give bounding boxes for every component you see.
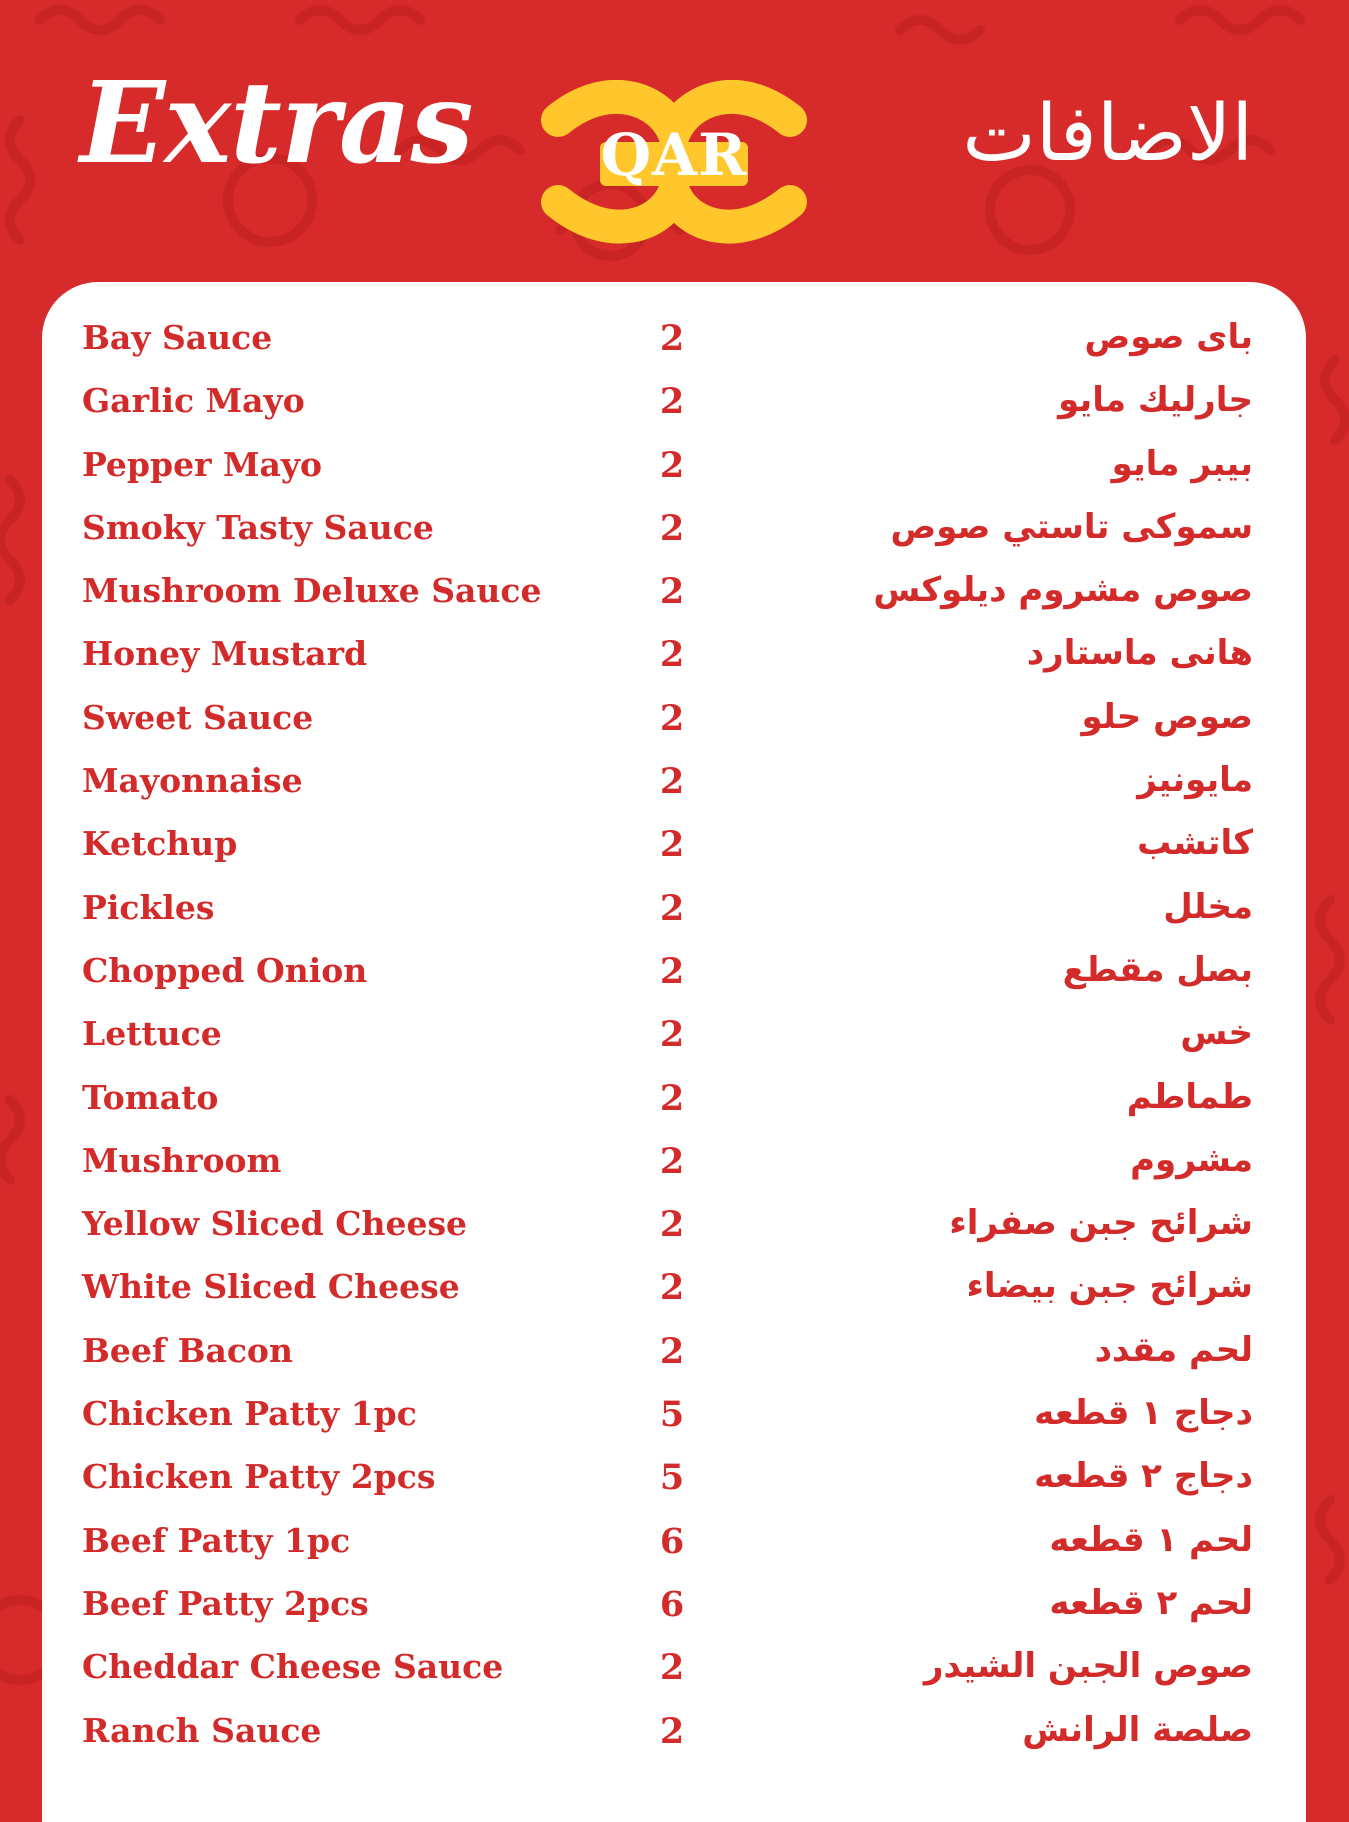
list-item — [0, 694, 1349, 757]
item-name-ar: دجاج ١ قطعه — [1034, 1393, 1253, 1434]
item-price: 2 — [659, 824, 685, 866]
item-name-ar: جارليك مايو — [1058, 380, 1253, 421]
item-name-en: Smoky Tasty Sauce — [82, 507, 434, 547]
item-price: 6 — [659, 1520, 685, 1562]
list-item — [0, 1580, 1349, 1643]
item-name-en: Pickles — [82, 887, 215, 927]
item-name-ar: صوص الجبن الشيدر — [923, 1646, 1253, 1687]
item-name-ar: دجاج ٢ قطعه — [1034, 1456, 1253, 1497]
item-price: 2 — [659, 1330, 685, 1372]
title-english: Extras — [80, 58, 473, 189]
list-item — [0, 947, 1349, 1010]
item-name-en: Mushroom Deluxe Sauce — [82, 571, 542, 611]
item-price: 2 — [659, 1014, 685, 1056]
item-price: 5 — [659, 1457, 685, 1499]
item-name-en: Mushroom — [82, 1140, 282, 1180]
item-name-ar: صوص مشروم ديلوكس — [873, 570, 1253, 611]
list-item — [0, 314, 1349, 377]
item-name-ar: شرائح جبن بيضاء — [966, 1266, 1253, 1307]
item-name-ar: شرائح جبن صفراء — [949, 1203, 1253, 1244]
item-name-ar: كاتشب — [1137, 823, 1253, 864]
list-item — [0, 1390, 1349, 1453]
item-price: 2 — [659, 1710, 685, 1752]
list-item — [0, 757, 1349, 820]
item-name-ar: صوص حلو — [1081, 696, 1253, 737]
item-price: 2 — [659, 887, 685, 929]
item-price: 2 — [659, 381, 685, 423]
item-price: 2 — [659, 634, 685, 676]
item-name-en: Pepper Mayo — [82, 444, 323, 484]
item-price: 6 — [659, 1583, 685, 1625]
item-price: 2 — [659, 1267, 685, 1309]
item-price: 2 — [659, 507, 685, 549]
list-item — [0, 1327, 1349, 1390]
list-item — [0, 1074, 1349, 1137]
list-item — [0, 377, 1349, 440]
item-price: 2 — [659, 697, 685, 739]
list-item — [0, 504, 1349, 567]
item-name-en: Ketchup — [82, 824, 238, 864]
logo-text: QAR — [600, 121, 748, 189]
item-name-ar: طماطم — [1126, 1076, 1253, 1117]
item-price: 2 — [659, 1204, 685, 1246]
item-name-en: Garlic Mayo — [82, 381, 305, 421]
list-item — [0, 820, 1349, 883]
list-item — [0, 1643, 1349, 1706]
item-name-en: Honey Mustard — [82, 634, 368, 674]
item-name-ar: صلصة الرانش — [1022, 1709, 1253, 1750]
brand-logo — [540, 80, 808, 246]
item-name-ar: لحم ٢ قطعه — [1049, 1582, 1253, 1623]
item-name-en: Ranch Sauce — [82, 1710, 322, 1750]
list-item — [0, 1517, 1349, 1580]
item-name-en: White Sliced Cheese — [82, 1267, 460, 1307]
list-item — [0, 567, 1349, 630]
item-name-ar: لحم مقدد — [1094, 1329, 1253, 1370]
item-price: 2 — [659, 1140, 685, 1182]
item-price: 2 — [659, 444, 685, 486]
item-name-en: Beef Patty 1pc — [82, 1520, 351, 1560]
item-name-en: Tomato — [82, 1077, 219, 1117]
item-name-ar: باى صوص — [1084, 317, 1253, 357]
item-name-ar: بصل مقطع — [1062, 949, 1253, 990]
item-name-en: Yellow Sliced Cheese — [82, 1204, 468, 1244]
title-arabic: الاضافات — [962, 89, 1253, 179]
item-name-en: Sweet Sauce — [82, 697, 314, 737]
item-name-en: Cheddar Cheese Sauce — [82, 1647, 504, 1687]
item-name-ar: لحم ١ قطعه — [1049, 1519, 1253, 1560]
item-name-en: Chopped Onion — [82, 950, 368, 990]
list-item — [0, 1200, 1349, 1263]
item-name-en: Beef Patty 2pcs — [82, 1583, 369, 1623]
list-item — [0, 441, 1349, 504]
item-name-ar: مخلل — [1163, 886, 1253, 927]
list-item — [0, 1137, 1349, 1200]
item-price: 2 — [659, 950, 685, 992]
item-price: 2 — [659, 761, 685, 803]
item-name-en: Chicken Patty 2pcs — [82, 1457, 436, 1497]
item-name-ar: مايونيز — [1137, 760, 1253, 801]
item-name-ar: مشروم — [1130, 1139, 1253, 1180]
item-price: 2 — [659, 1077, 685, 1119]
item-name-en: Chicken Patty 1pc — [82, 1394, 417, 1434]
item-price: 2 — [659, 571, 685, 613]
item-name-en: Lettuce — [82, 1014, 222, 1054]
item-name-en: Bay Sauce — [82, 318, 273, 357]
list-item — [0, 884, 1349, 947]
item-name-en: Mayonnaise — [82, 761, 303, 801]
list-item — [0, 1263, 1349, 1326]
menu-header — [0, 0, 1349, 280]
item-name-en: Beef Bacon — [82, 1330, 293, 1370]
list-item — [0, 1707, 1349, 1770]
item-price: 5 — [659, 1394, 685, 1436]
item-price: 2 — [659, 318, 685, 359]
list-item — [0, 1010, 1349, 1073]
item-name-ar: سموكى تاستي صوص — [890, 506, 1253, 547]
extras-list — [0, 314, 1349, 1770]
item-name-ar: بيبر مايو — [1111, 443, 1253, 484]
item-name-ar: خس — [1180, 1013, 1253, 1054]
list-item — [0, 1453, 1349, 1516]
item-name-ar: هانى ماستارد — [1026, 633, 1253, 674]
item-price: 2 — [659, 1647, 685, 1689]
list-item — [0, 630, 1349, 693]
